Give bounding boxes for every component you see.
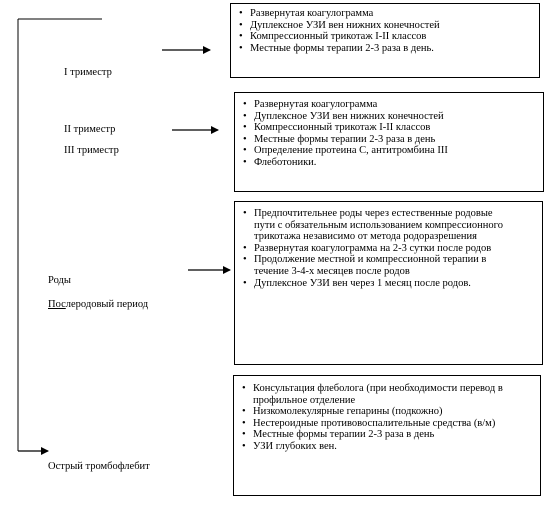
box-acute-thrombophlebitis	[233, 375, 541, 496]
label-trimester-1: I триместр	[64, 67, 112, 78]
list-item: • Определение протеина С, антитромбина III	[243, 145, 539, 157]
box-trimester-1	[230, 3, 540, 78]
label-births: Роды	[48, 275, 71, 286]
list-item: • Развернутая коагулограмма	[243, 99, 539, 111]
list-item: • Местные формы терапии 2-3 раза в день.	[239, 43, 535, 55]
list-item: • Компрессионный трикотаж I-II классов	[239, 31, 535, 43]
list-item: • Местные формы терапии 2-3 раза в день	[242, 429, 520, 441]
list-item: • Дуплексное УЗИ вен нижних конечностей	[239, 20, 535, 32]
list-item: • Компрессионный трикотаж I-II классов	[243, 122, 539, 134]
list-item: • Развернутая коагулограмма на 2-3 сутки после родов	[243, 243, 506, 255]
box-trimester-2-3	[234, 92, 544, 192]
list-item: • Нестероидные противовоспалительные средства (в/м)	[242, 418, 520, 430]
label-trimester-3: III триместр	[64, 145, 119, 156]
label-trimester-2: II триместр	[64, 124, 116, 135]
list-item: • Низкомолекулярные гепарины (подкожно)	[242, 406, 520, 418]
list-item: • Флеботоники.	[243, 157, 539, 169]
label-postpartum-rest: леродовый период	[65, 299, 149, 310]
label-acute-thrombophlebitis: Острый тромбофлебит	[48, 461, 150, 472]
list-item: • УЗИ глубоких вен.	[242, 441, 520, 453]
list-item: • Продолжение местной и компрессионной терапии в течение 3-4-х месяцев после родов	[243, 254, 506, 277]
list-item: • Дуплексное УЗИ вен нижних конечностей	[243, 111, 539, 123]
label-postpartum-underlined: Пос	[48, 299, 66, 310]
box-births-postpartum	[234, 201, 543, 365]
list-item: • Местные формы терапии 2-3 раза в день	[243, 134, 539, 146]
list-item: • Развернутая коагулограмма	[239, 8, 535, 20]
label-postpartum	[48, 298, 148, 311]
list-item: • Предпочтительнее роды через естественные родовые пути с обязательным использованием компрессионного трикотажа независимо от метода родоразрешения	[243, 208, 506, 243]
list-item: • Консультация флеболога (при необходимости перевод в профильное отделение	[242, 383, 520, 406]
list-item: • Дуплексное УЗИ вен через 1 месяц после родов.	[243, 278, 506, 290]
